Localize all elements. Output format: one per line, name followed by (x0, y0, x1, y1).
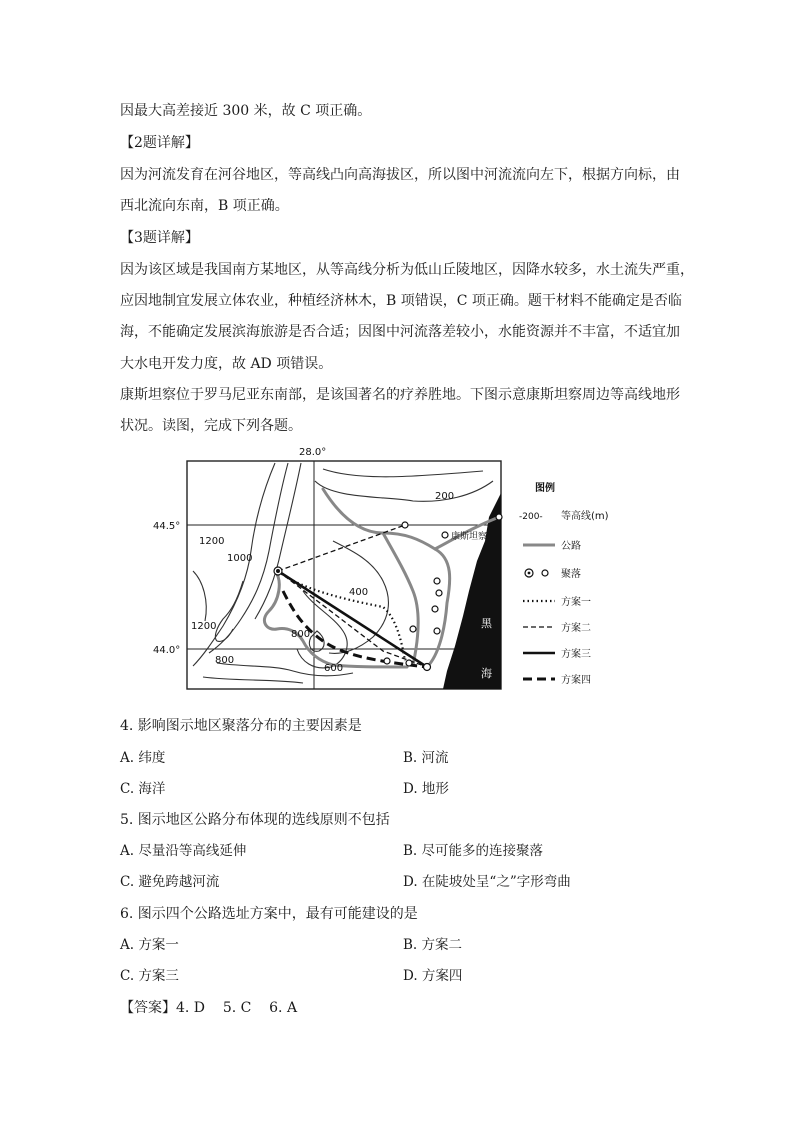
paragraph-line: 大水电开发力度，故 AD 项错误。 (120, 356, 333, 372)
latitude-lower-label: 44.0° (153, 645, 181, 656)
question-5-option-a: A. 尽量沿等高线延伸 (120, 843, 247, 859)
legend-plan2-label: 方案二 (561, 623, 591, 634)
question-6-option-d: D. 方案四 (403, 968, 463, 984)
answer-line: 【答案】4. D 5. C 6. A (120, 1000, 298, 1016)
paragraph-line: 因为该区域是我国南方某地区，从等高线分析为低山丘陵地区，因降水较多，水土流失严重， (120, 262, 694, 278)
latitude-upper-label: 44.5° (153, 521, 181, 532)
question-4-option-b: B. 河流 (403, 750, 449, 766)
contour-map-svg (153, 441, 623, 693)
legend (519, 481, 609, 686)
paragraph-line: 因为河流发育在河谷地区，等高线凸向高海拔区，所以图中河流流向左下，根据方向标，由 (120, 167, 680, 183)
contour-label: 800 (291, 629, 311, 640)
legend-contour-label: 等高线(m) (561, 511, 609, 522)
contour-label: 1200 (191, 621, 217, 632)
question-4-stem: 4. 影响图示地区聚落分布的主要因素是 (120, 718, 362, 734)
paragraph-line: 应因地制宜发展立体农业，种植经济林木，B 项错误，C 项正确。题干材料不能确定是否临 (120, 293, 682, 309)
legend-plan1-label: 方案一 (561, 597, 591, 608)
question-6-option-a: A. 方案一 (120, 937, 179, 953)
contour-map-figure (153, 441, 623, 693)
contour-label: 800 (215, 655, 235, 666)
question-4-option-d: D. 地形 (403, 781, 449, 797)
question-6-option-c: C. 方案三 (120, 968, 179, 984)
question-5-stem: 5. 图示地区公路分布体现的选线原则不包括 (120, 812, 390, 828)
contour-label: 600 (324, 663, 344, 674)
legend-contour-sample: -200- (519, 512, 543, 522)
sea-label-2: 海 (481, 667, 492, 680)
contour-label: 1200 (199, 536, 225, 547)
contour-label: 400 (349, 587, 369, 598)
legend-title: 图例 (535, 483, 555, 494)
paragraph-line: 海，不能确定发展滨海旅游是否合适；因图中河流落差较小，水能资源并不丰富，不适宜加 (120, 324, 680, 340)
paragraph-line: 因最大高差接近 300 米，故 C 项正确。 (120, 103, 372, 119)
legend-settlement-label: 聚落 (561, 569, 581, 580)
question-5-option-d: D. 在陡坡处呈“之”字形弯曲 (403, 874, 571, 890)
question-5-option-c: C. 避免跨越河流 (120, 874, 220, 890)
contour-label: 1000 (227, 553, 253, 564)
city-label: 康斯坦察 (451, 532, 488, 542)
legend-plan3-label: 方案三 (561, 649, 591, 660)
section-heading-2: 【2题详解】 (120, 135, 199, 151)
contour-label: 200 (435, 491, 455, 502)
section-heading-3: 【3题详解】 (120, 230, 199, 246)
intro-line: 康斯坦察位于罗马尼亚东南部，是该国著名的疗养胜地。下图示意康斯坦察周边等高线地形 (120, 387, 680, 403)
sea-label-1: 黑 (481, 617, 492, 630)
question-5-option-b: B. 尽可能多的连接聚落 (403, 843, 544, 859)
question-4-option-a: A. 纬度 (120, 750, 166, 766)
legend-plan4-label: 方案四 (561, 675, 591, 686)
question-4-option-c: C. 海洋 (120, 781, 166, 797)
longitude-label: 28.0° (299, 447, 327, 458)
question-6-option-b: B. 方案二 (403, 937, 463, 953)
legend-road-label: 公路 (561, 541, 581, 552)
paragraph-line: 西北流向东南，B 项正确。 (120, 198, 289, 214)
intro-line: 状况。读图，完成下列各题。 (120, 418, 302, 434)
question-6-stem: 6. 图示四个公路选址方案中，最有可能建设的是 (120, 906, 418, 922)
